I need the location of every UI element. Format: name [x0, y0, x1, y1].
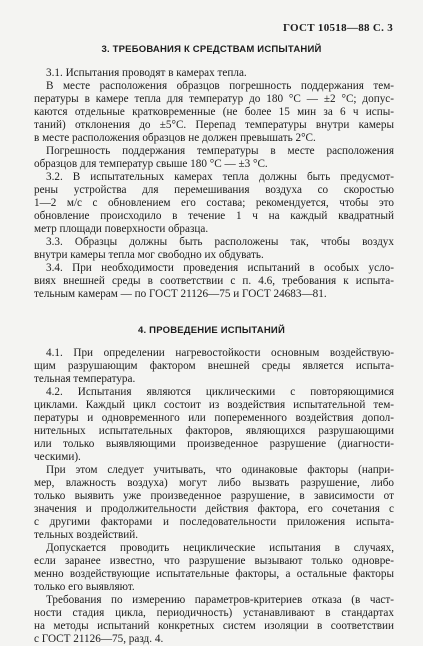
text-line: на методы испытаний конкретных систем изоляции в соответствии — [34, 620, 394, 632]
text-line: 3.1. Испытания проводят в камерах тепла. — [46, 67, 247, 79]
text-line: обновление происходило в течение 1 ч на каждый квадратный — [34, 210, 394, 222]
text-line: 4.2. Испытания являются циклическими с повторяющимися — [46, 386, 394, 398]
text-line: 3.3. Образцы должны быть расположены так, чтобы воздух — [46, 236, 394, 248]
text-line: только выявить уже произведенное разрушение, в зависимости от — [34, 490, 394, 502]
text-line: значения и продолжительности действия фактора, его сочетания с — [34, 503, 394, 515]
text-line: в месте расположения образцов не должен превышать 2°С. — [34, 132, 316, 144]
text-line: если заранее известно, что разрушение вызывают только одновре- — [34, 555, 394, 567]
text-line: рены устройства для перемешивания воздуха со скоростью — [34, 184, 394, 196]
text-line: тельная температура. — [34, 373, 136, 385]
text-line: виях внешней среды в соответствии с п. 4.6, требования к испыта- — [34, 275, 394, 287]
text-line: тельным камерам — по ГОСТ 21126—75 и ГОСТ 24683—81. — [34, 288, 327, 300]
text-line: менно воздействующие испытательные факторы, а остальные факторы — [34, 568, 394, 580]
text-line: каются отдельные кратковременные (не более 15 мин за 6 ч испы- — [34, 106, 394, 118]
text-line: с другими факторами и последовательности приложения испыта- — [34, 516, 394, 528]
text-line: При этом следует учитывать, что одинаковые факторы (напри- — [46, 464, 394, 476]
text-line: только его выявляют. — [34, 581, 135, 593]
text-line: таний) отклонения до ±5°С. Перепад температуры внутри камеры — [34, 119, 394, 131]
section-4-body — [34, 347, 394, 646]
text-line: 4.1. При определении нагревостойкости основным воздействую- — [46, 347, 394, 359]
text-line: 3.2. В испытательных камерах тепла должны быть предусмот- — [46, 171, 394, 183]
text-line: циклами. Каждый цикл состоит из воздействия испытательной тем- — [34, 399, 394, 411]
text-line: ческими). — [34, 451, 81, 463]
text-line: тельных воздействий. — [34, 529, 139, 541]
text-line: нительных испытательных факторов, являющихся разрушающими — [34, 425, 394, 437]
text-line: Требования по измерению параметров-критериев отказа (в част- — [46, 594, 394, 606]
text-line: мер, влажность воздуха) могут либо вызвать разрушение, либо — [34, 477, 394, 489]
text-line: или только выявляющими произведенное разрушение (диагности- — [34, 438, 394, 450]
text-line: В месте расположения образцов погрешность поддержания тем- — [46, 80, 394, 92]
section-3-body — [34, 67, 394, 301]
text-line: пературы в камере тепла для температур до 180 °С — ±2 °С; допус- — [34, 93, 394, 105]
text-line: щим разрушающим фактором внешней среды является испыта- — [34, 360, 394, 372]
text-line: ности стадия цикла, периодичность) устанавливают в стандартах — [34, 607, 394, 619]
page-header: ГОСТ 10518—88 С. 3 — [282, 22, 393, 34]
text-line: внутри камеры тепла мог свободно их обдувать. — [34, 249, 264, 261]
text-line: пературы и одновременного или попеременного воздействия допол- — [34, 412, 394, 424]
text-line: 1—2 м/с с обновлением его состава; рекомендуется, чтобы это — [34, 197, 394, 209]
text-line: Допускается проводить нециклические испытания в случаях, — [46, 542, 394, 554]
text-line: 3.4. При необходимости проведения испытаний в особых усло- — [46, 262, 394, 274]
text-line: с ГОСТ 21126—75, разд. 4. — [34, 633, 164, 645]
text-line: образцов для температур свыше 180 °С — ±3 °С. — [34, 158, 268, 170]
section-3-title: 3. ТРЕБОВАНИЯ К СРЕДСТВАМ ИСПЫТАНИЙ — [101, 44, 322, 55]
text-line: метр площади поверхности образца. — [34, 223, 209, 235]
text-line: Погрешность поддержания температуры в месте расположения — [46, 145, 394, 157]
section-4-title: 4. ПРОВЕДЕНИЕ ИСПЫТАНИЙ — [138, 325, 285, 336]
